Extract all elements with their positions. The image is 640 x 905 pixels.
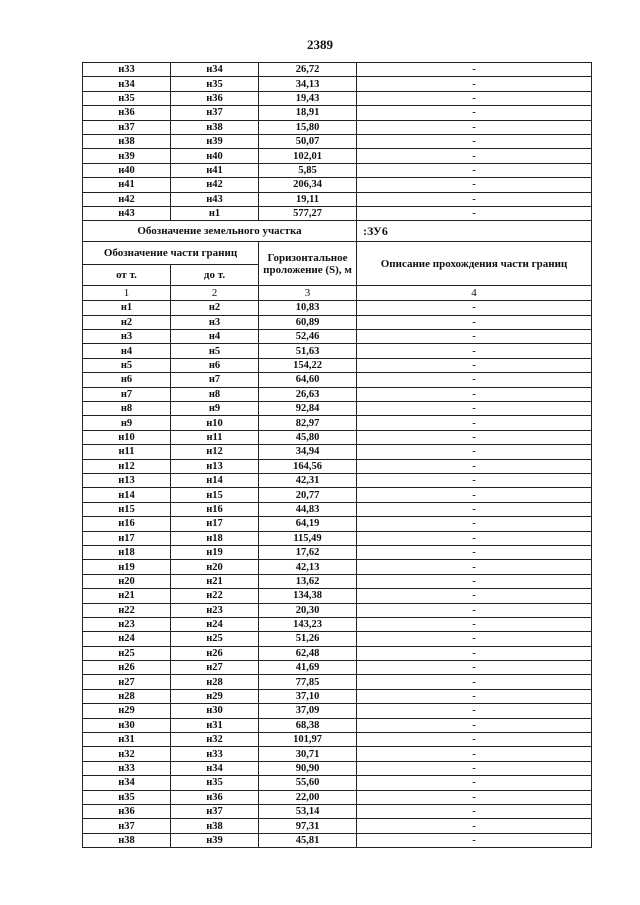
- cell-from-point: н41: [83, 178, 171, 192]
- cell-from-point: н34: [83, 77, 171, 91]
- table-row: [83, 163, 592, 177]
- cell-description: -: [357, 120, 592, 134]
- land-plot-label: Обозначение земельного участка: [83, 221, 357, 242]
- cell-distance: 17,62: [259, 545, 357, 559]
- cell-description: -: [357, 63, 592, 77]
- cell-to-point: н15: [171, 488, 259, 502]
- cell-description: -: [357, 574, 592, 588]
- table-row: [83, 661, 592, 675]
- cell-to-point: н38: [171, 819, 259, 833]
- cell-to-point: н5: [171, 344, 259, 358]
- cell-description: -: [357, 106, 592, 120]
- cell-distance: 77,85: [259, 675, 357, 689]
- table-row: [83, 445, 592, 459]
- cell-description: -: [357, 91, 592, 105]
- table-header-section: [83, 221, 592, 301]
- cell-from-point: н39: [83, 149, 171, 163]
- table-row: [83, 373, 592, 387]
- cell-distance: 62,48: [259, 646, 357, 660]
- cell-description: -: [357, 445, 592, 459]
- table-row: [83, 761, 592, 775]
- cell-description: -: [357, 315, 592, 329]
- table-row: [83, 747, 592, 761]
- column-number-1: 1: [83, 286, 171, 301]
- cell-description: -: [357, 733, 592, 747]
- table-row: [83, 91, 592, 105]
- cell-to-point: н30: [171, 704, 259, 718]
- table-row: [83, 646, 592, 660]
- cell-distance: 52,46: [259, 330, 357, 344]
- cell-description: -: [357, 761, 592, 775]
- cell-to-point: н23: [171, 603, 259, 617]
- cell-to-point: н4: [171, 330, 259, 344]
- cell-distance: 577,27: [259, 206, 357, 220]
- cell-from-point: н24: [83, 632, 171, 646]
- table-row: [83, 689, 592, 703]
- table-top-section: [83, 63, 592, 221]
- cell-from-point: н17: [83, 531, 171, 545]
- table-row: [83, 149, 592, 163]
- cell-from-point: н33: [83, 761, 171, 775]
- cell-distance: 20,77: [259, 488, 357, 502]
- cell-distance: 37,10: [259, 689, 357, 703]
- table-row: [83, 790, 592, 804]
- cell-distance: 41,69: [259, 661, 357, 675]
- cell-from-point: н35: [83, 790, 171, 804]
- cell-from-point: н3: [83, 330, 171, 344]
- column-number-2: 2: [171, 286, 259, 301]
- cell-description: -: [357, 163, 592, 177]
- cell-from-point: н38: [83, 833, 171, 847]
- cell-description: -: [357, 134, 592, 148]
- cell-from-point: н7: [83, 387, 171, 401]
- header-row: [83, 242, 592, 265]
- table-row: [83, 358, 592, 372]
- cell-to-point: н33: [171, 747, 259, 761]
- cell-to-point: н41: [171, 163, 259, 177]
- cell-description: -: [357, 747, 592, 761]
- cell-distance: 45,81: [259, 833, 357, 847]
- cell-to-point: н40: [171, 149, 259, 163]
- table-row: [83, 178, 592, 192]
- table-row: [83, 192, 592, 206]
- cell-from-point: н23: [83, 617, 171, 631]
- table-row: [83, 632, 592, 646]
- cell-to-point: н21: [171, 574, 259, 588]
- cell-from-point: н27: [83, 675, 171, 689]
- cell-description: -: [357, 675, 592, 689]
- cell-to-point: н35: [171, 77, 259, 91]
- cell-distance: 64,60: [259, 373, 357, 387]
- header-horizontal: Горизонтальное проложение (S), м: [259, 242, 357, 286]
- cell-description: -: [357, 502, 592, 516]
- cell-distance: 45,80: [259, 430, 357, 444]
- cell-from-point: н4: [83, 344, 171, 358]
- cell-distance: 30,71: [259, 747, 357, 761]
- cell-to-point: н10: [171, 416, 259, 430]
- table-row: [83, 416, 592, 430]
- cell-description: -: [357, 488, 592, 502]
- table-row: [83, 574, 592, 588]
- cell-to-point: н39: [171, 134, 259, 148]
- cell-to-point: н34: [171, 761, 259, 775]
- cell-distance: 37,09: [259, 704, 357, 718]
- cell-distance: 42,13: [259, 560, 357, 574]
- cell-distance: 15,80: [259, 120, 357, 134]
- cell-description: -: [357, 589, 592, 603]
- cell-from-point: н26: [83, 661, 171, 675]
- cell-to-point: н36: [171, 790, 259, 804]
- table-row: [83, 733, 592, 747]
- cell-from-point: н12: [83, 459, 171, 473]
- cell-description: -: [357, 178, 592, 192]
- table-row: [83, 617, 592, 631]
- cell-description: -: [357, 330, 592, 344]
- cell-to-point: н14: [171, 473, 259, 487]
- cell-distance: 97,31: [259, 819, 357, 833]
- cell-description: -: [357, 718, 592, 732]
- table-row: [83, 134, 592, 148]
- cell-description: -: [357, 358, 592, 372]
- cell-description: -: [357, 430, 592, 444]
- cell-description: -: [357, 704, 592, 718]
- column-number-row: [83, 286, 592, 301]
- cell-distance: 206,34: [259, 178, 357, 192]
- cell-distance: 143,23: [259, 617, 357, 631]
- cell-distance: 26,63: [259, 387, 357, 401]
- table-row: [83, 718, 592, 732]
- cell-to-point: н38: [171, 120, 259, 134]
- land-plot-row: [83, 221, 592, 242]
- cell-from-point: н18: [83, 545, 171, 559]
- table-row: [83, 819, 592, 833]
- cell-from-point: н14: [83, 488, 171, 502]
- cell-distance: 115,49: [259, 531, 357, 545]
- cell-to-point: н28: [171, 675, 259, 689]
- cell-from-point: н31: [83, 733, 171, 747]
- cell-description: -: [357, 416, 592, 430]
- cell-to-point: н16: [171, 502, 259, 516]
- cell-distance: 92,84: [259, 402, 357, 416]
- cell-to-point: н3: [171, 315, 259, 329]
- cell-from-point: н5: [83, 358, 171, 372]
- table-row: [83, 589, 592, 603]
- cell-distance: 44,83: [259, 502, 357, 516]
- cell-to-point: н12: [171, 445, 259, 459]
- cell-from-point: н10: [83, 430, 171, 444]
- table-row: [83, 833, 592, 847]
- cell-description: -: [357, 804, 592, 818]
- cell-description: -: [357, 459, 592, 473]
- cell-from-point: н8: [83, 402, 171, 416]
- cell-to-point: н25: [171, 632, 259, 646]
- cell-distance: 64,19: [259, 517, 357, 531]
- cell-to-point: н32: [171, 733, 259, 747]
- header-parts: Обозначение части границ: [83, 242, 259, 265]
- cell-distance: 26,72: [259, 63, 357, 77]
- cell-to-point: н24: [171, 617, 259, 631]
- cell-to-point: н42: [171, 178, 259, 192]
- cell-to-point: н2: [171, 301, 259, 315]
- cell-description: -: [357, 545, 592, 559]
- column-number-4: 4: [357, 286, 592, 301]
- column-number-3: 3: [259, 286, 357, 301]
- cell-to-point: н36: [171, 91, 259, 105]
- cell-to-point: н18: [171, 531, 259, 545]
- table-row: [83, 459, 592, 473]
- cell-to-point: н35: [171, 776, 259, 790]
- cell-from-point: н36: [83, 804, 171, 818]
- cell-distance: 51,63: [259, 344, 357, 358]
- table-row: [83, 473, 592, 487]
- cell-to-point: н37: [171, 804, 259, 818]
- land-plot-value: :ЗУ6: [357, 221, 592, 242]
- header-from: от т.: [83, 265, 171, 286]
- cell-from-point: н1: [83, 301, 171, 315]
- cell-to-point: н39: [171, 833, 259, 847]
- cell-description: -: [357, 192, 592, 206]
- table-row: [83, 545, 592, 559]
- table-row: [83, 120, 592, 134]
- cell-to-point: н27: [171, 661, 259, 675]
- table-row: [83, 704, 592, 718]
- cell-to-point: н1: [171, 206, 259, 220]
- cell-from-point: н38: [83, 134, 171, 148]
- cell-description: -: [357, 617, 592, 631]
- cell-to-point: н9: [171, 402, 259, 416]
- cell-distance: 68,38: [259, 718, 357, 732]
- cell-distance: 10,83: [259, 301, 357, 315]
- table-row: [83, 560, 592, 574]
- cell-distance: 55,60: [259, 776, 357, 790]
- cell-distance: 134,38: [259, 589, 357, 603]
- table-row: [83, 402, 592, 416]
- cell-to-point: н8: [171, 387, 259, 401]
- cell-description: -: [357, 473, 592, 487]
- cell-from-point: н42: [83, 192, 171, 206]
- table-row: [83, 63, 592, 77]
- cell-description: -: [357, 560, 592, 574]
- cell-distance: 22,00: [259, 790, 357, 804]
- cell-to-point: н37: [171, 106, 259, 120]
- cell-distance: 13,62: [259, 574, 357, 588]
- cell-to-point: н34: [171, 63, 259, 77]
- header-description: Описание прохождения части границ: [357, 242, 592, 286]
- cell-description: -: [357, 517, 592, 531]
- page-number: 2389: [307, 37, 333, 52]
- cell-to-point: н11: [171, 430, 259, 444]
- cell-description: -: [357, 402, 592, 416]
- cell-distance: 18,91: [259, 106, 357, 120]
- cell-distance: 51,26: [259, 632, 357, 646]
- table-row: [83, 603, 592, 617]
- cell-from-point: н28: [83, 689, 171, 703]
- cell-description: -: [357, 373, 592, 387]
- cell-to-point: н31: [171, 718, 259, 732]
- table-row: [83, 804, 592, 818]
- header-to: до т.: [171, 265, 259, 286]
- cell-from-point: н19: [83, 560, 171, 574]
- table-row: [83, 531, 592, 545]
- cell-distance: 154,22: [259, 358, 357, 372]
- table-row: [83, 77, 592, 91]
- cell-from-point: н13: [83, 473, 171, 487]
- cell-to-point: н7: [171, 373, 259, 387]
- cell-to-point: н17: [171, 517, 259, 531]
- cell-distance: 42,31: [259, 473, 357, 487]
- table-row: [83, 430, 592, 444]
- cell-to-point: н13: [171, 459, 259, 473]
- cell-to-point: н26: [171, 646, 259, 660]
- cell-from-point: н35: [83, 91, 171, 105]
- cell-from-point: н2: [83, 315, 171, 329]
- cell-distance: 34,13: [259, 77, 357, 91]
- cell-description: -: [357, 301, 592, 315]
- cell-from-point: н37: [83, 120, 171, 134]
- table-row: [83, 330, 592, 344]
- cell-distance: 82,97: [259, 416, 357, 430]
- cell-distance: 20,30: [259, 603, 357, 617]
- cell-distance: 53,14: [259, 804, 357, 818]
- cell-distance: 164,56: [259, 459, 357, 473]
- cell-description: -: [357, 632, 592, 646]
- cell-distance: 90,90: [259, 761, 357, 775]
- cell-distance: 60,89: [259, 315, 357, 329]
- table-row: [83, 106, 592, 120]
- table-row: [83, 344, 592, 358]
- cell-from-point: н32: [83, 747, 171, 761]
- cell-distance: 50,07: [259, 134, 357, 148]
- cell-distance: 19,43: [259, 91, 357, 105]
- table-row: [83, 315, 592, 329]
- cell-distance: 101,97: [259, 733, 357, 747]
- cell-description: -: [357, 206, 592, 220]
- cell-from-point: н36: [83, 106, 171, 120]
- table-row: [83, 301, 592, 315]
- cell-from-point: н6: [83, 373, 171, 387]
- cell-description: -: [357, 646, 592, 660]
- table-row: [83, 776, 592, 790]
- cell-to-point: н22: [171, 589, 259, 603]
- cell-distance: 5,85: [259, 163, 357, 177]
- cell-description: -: [357, 776, 592, 790]
- cell-from-point: н29: [83, 704, 171, 718]
- cell-from-point: н11: [83, 445, 171, 459]
- cell-from-point: н20: [83, 574, 171, 588]
- table-row: [83, 675, 592, 689]
- cell-from-point: н33: [83, 63, 171, 77]
- cell-description: -: [357, 77, 592, 91]
- cell-description: -: [357, 344, 592, 358]
- cell-from-point: н40: [83, 163, 171, 177]
- cell-from-point: н15: [83, 502, 171, 516]
- cell-from-point: н16: [83, 517, 171, 531]
- boundary-table: [82, 62, 592, 848]
- cell-description: -: [357, 661, 592, 675]
- cell-from-point: н37: [83, 819, 171, 833]
- cell-description: -: [357, 387, 592, 401]
- table-row: [83, 488, 592, 502]
- cell-from-point: н30: [83, 718, 171, 732]
- table-row: [83, 517, 592, 531]
- cell-description: -: [357, 790, 592, 804]
- cell-description: -: [357, 689, 592, 703]
- cell-to-point: н20: [171, 560, 259, 574]
- table-row: [83, 206, 592, 220]
- cell-from-point: н21: [83, 589, 171, 603]
- cell-description: -: [357, 819, 592, 833]
- cell-to-point: н43: [171, 192, 259, 206]
- cell-from-point: н9: [83, 416, 171, 430]
- cell-description: -: [357, 833, 592, 847]
- cell-description: -: [357, 531, 592, 545]
- cell-distance: 102,01: [259, 149, 357, 163]
- cell-description: -: [357, 603, 592, 617]
- cell-to-point: н29: [171, 689, 259, 703]
- cell-to-point: н19: [171, 545, 259, 559]
- cell-distance: 34,94: [259, 445, 357, 459]
- cell-from-point: н25: [83, 646, 171, 660]
- cell-description: -: [357, 149, 592, 163]
- cell-from-point: н22: [83, 603, 171, 617]
- cell-from-point: н34: [83, 776, 171, 790]
- cell-distance: 19,11: [259, 192, 357, 206]
- cell-to-point: н6: [171, 358, 259, 372]
- table-row: [83, 387, 592, 401]
- cell-from-point: н43: [83, 206, 171, 220]
- table-row: [83, 502, 592, 516]
- table-bottom-section: [83, 301, 592, 848]
